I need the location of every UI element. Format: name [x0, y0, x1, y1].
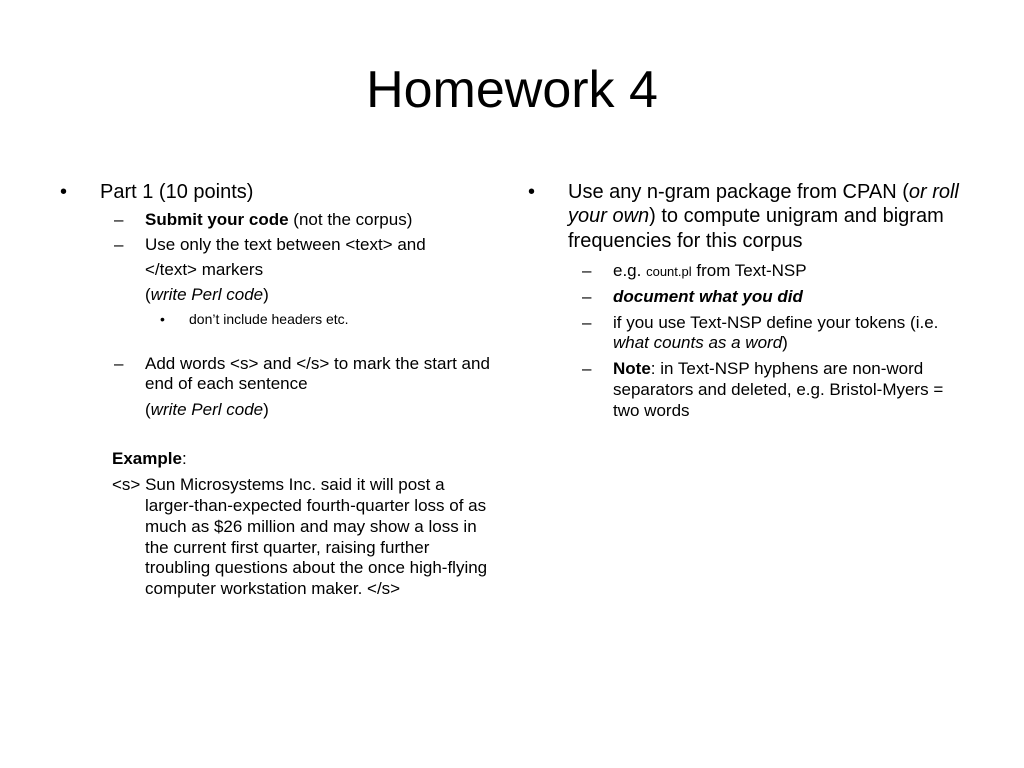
use-only-line2: </text> markers: [145, 259, 264, 279]
use-only-line1: Use only the text between <text> and: [145, 235, 426, 255]
left-column: [56, 180, 496, 600]
ngram-item: [524, 180, 964, 253]
submit-rest: (not the corpus): [288, 210, 413, 230]
dash-bullet-icon: –: [582, 359, 592, 379]
eg-item: [524, 261, 964, 282]
example-text: <s> Sun Microsystems Inc. said it will post a larger-than-expected fourth-quarter loss of as much as $26 million and may show a loss in the current first quarter, raising further troubling questions about the once high-flying computer workstation maker. </s>: [112, 475, 488, 599]
ngram-part1: Use any n-gram package from CPAN (: [568, 181, 909, 203]
dash-bullet-icon: –: [582, 261, 592, 281]
add-words-perl-note: [56, 400, 496, 421]
example-heading: [56, 449, 496, 470]
use-only-perl-note: [56, 285, 496, 306]
add-words-item: [56, 354, 496, 395]
slide-title: Homework 4: [366, 61, 658, 119]
tokens-item: [524, 313, 964, 354]
eg-prefix: e.g.: [613, 261, 647, 281]
eg-suffix: from Text-NSP: [691, 261, 807, 281]
add-words-text: Add words <s> and </s> to mark the start and end of each sentence: [145, 353, 490, 394]
no-headers-item: [56, 310, 496, 328]
bullet-icon: •: [160, 311, 165, 328]
part-heading: Part 1 (10 points): [100, 181, 254, 203]
note-item: [524, 359, 964, 421]
ngram-italic: or roll your own: [568, 181, 959, 228]
use-only-item: [56, 235, 496, 256]
submit-bold: Submit your code: [145, 210, 289, 230]
document-item: [524, 287, 964, 308]
ngram-part2: ) to compute unigram and bigram frequencies for this corpus: [568, 205, 944, 252]
dash-bullet-icon: –: [114, 235, 124, 255]
no-headers-text: don’t include headers etc.: [189, 311, 349, 328]
part-heading-item: [56, 180, 496, 204]
perl-code-italic: write Perl code: [150, 399, 264, 419]
bullet-icon: •: [60, 181, 68, 203]
paren-close: ): [263, 399, 269, 419]
dash-bullet-icon: –: [114, 353, 124, 373]
paren-close: ): [263, 284, 269, 304]
eg-small: count.pl: [646, 264, 692, 280]
perl-code-italic: write Perl code: [150, 284, 264, 304]
tokens-part2: ): [782, 333, 788, 353]
document-text: document what you did: [613, 286, 803, 306]
dash-bullet-icon: –: [582, 312, 592, 332]
right-column: [524, 180, 964, 421]
note-rest: : in Text-NSP hyphens are non-word separators and deleted, e.g. Bristol-Myers = two words: [613, 359, 944, 420]
tokens-italic: what counts as a word: [613, 333, 783, 353]
example-colon: :: [181, 448, 187, 468]
dash-bullet-icon: –: [114, 210, 124, 230]
bullet-icon: •: [528, 181, 536, 203]
submit-item: [56, 210, 496, 231]
paren-open: (: [145, 284, 151, 304]
note-bold: Note: [613, 359, 651, 379]
example-bold: Example: [112, 448, 182, 468]
dash-bullet-icon: –: [582, 286, 592, 306]
tokens-part1: if you use Text-NSP define your tokens (i.e.: [613, 312, 939, 332]
paren-open: (: [145, 399, 151, 419]
